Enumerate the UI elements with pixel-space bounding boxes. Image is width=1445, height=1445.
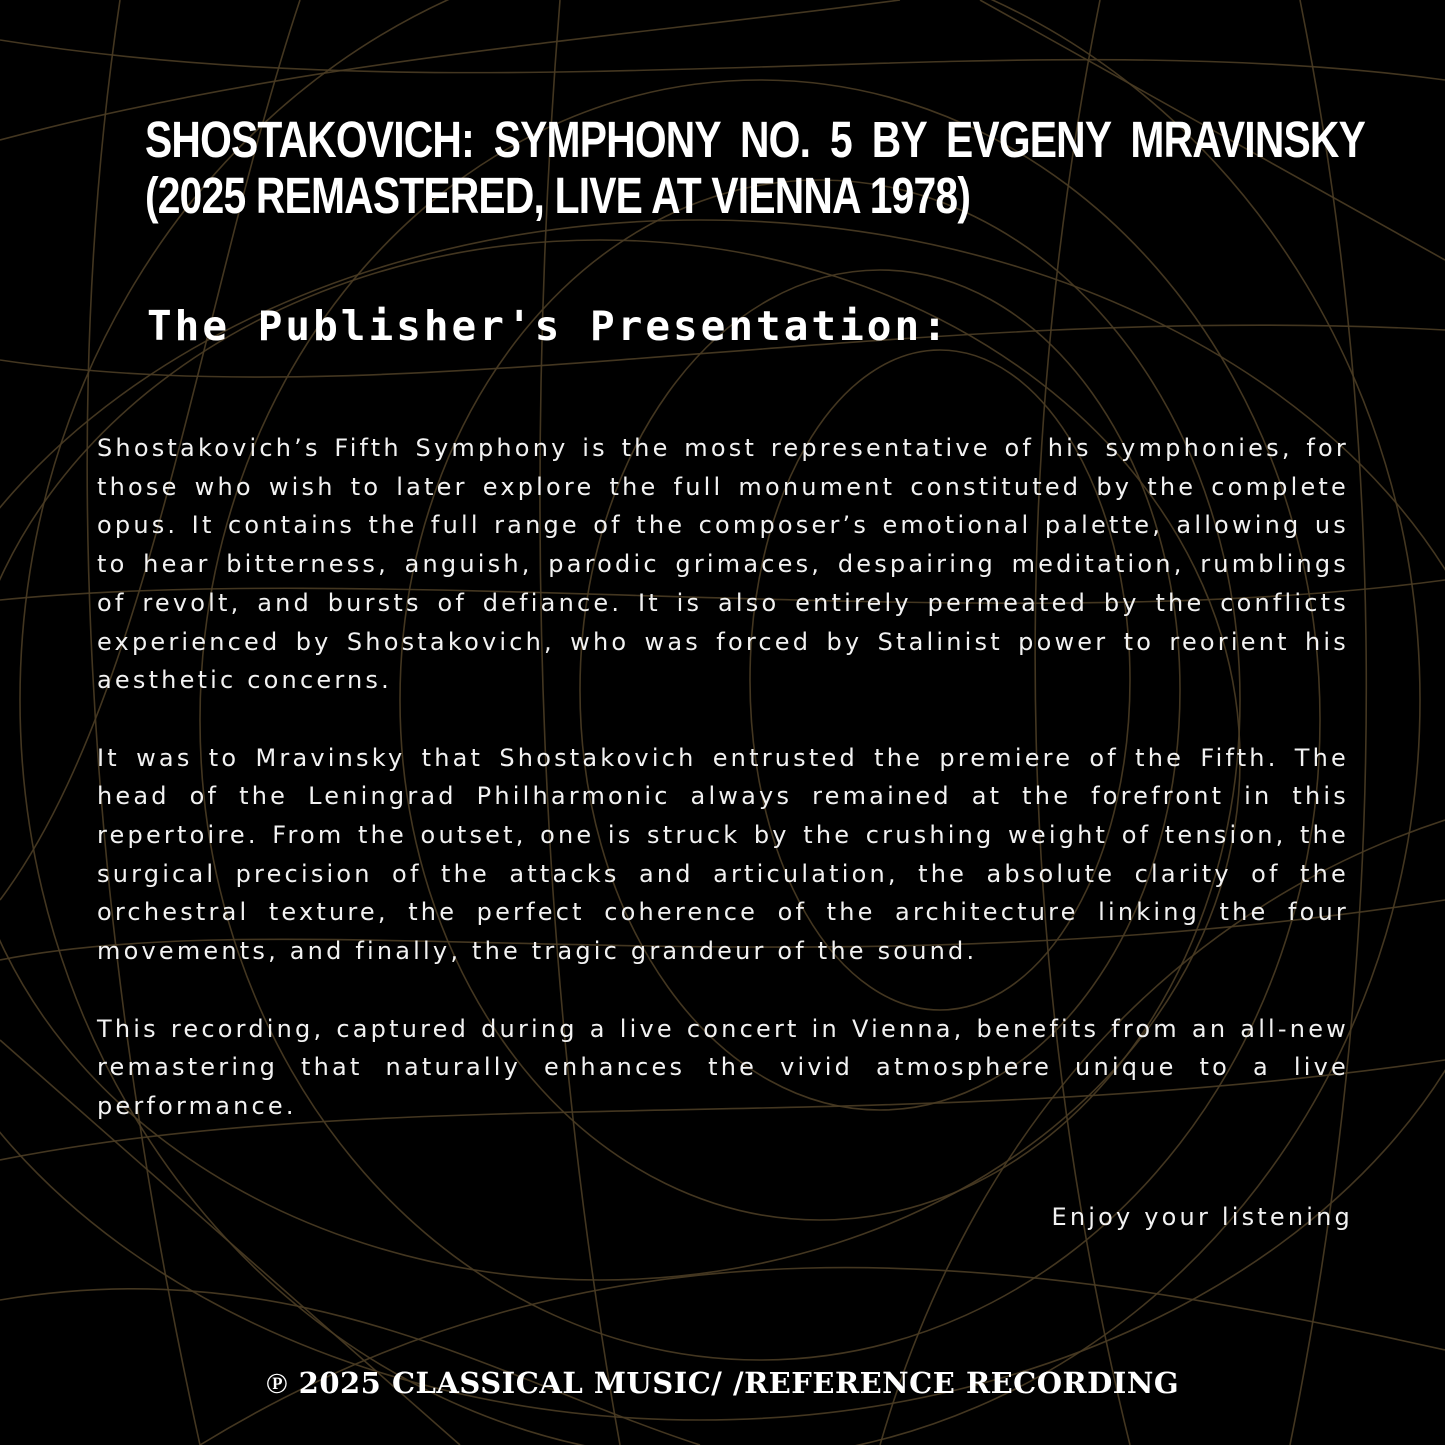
paragraph-1: Shostakovich’s Fifth Symphony is the most representative of his symphonies, for those who wish to later explore the full monument constituted by the complete opus. It contains the full range of the composer’s emotional palette, allowing us to hear bitterness, anguish, parodic grimaces, despairing meditation, rumblings of revolt, and bursts of defiance. It is also entirely permeated by the conflicts experienced by Shostakovich, who was forced by Stalinist power to reorient his aesthetic concerns. (97, 434, 1349, 695)
paragraph-2: It was to Mravinsky that Shostakovich entrusted the premiere of the Fifth. The head of the Leningrad Philharmonic always remained at the forefront in this repertoire. From the outset, one is struck by the crushing weight of tension, the surgical precision of the attacks and articulation, the absolute clarity of the orchestral texture, the perfect coherence of the architecture linking the four movements, and finally, the tragic grandeur of the sound. (97, 743, 1349, 966)
presentation-text (97, 429, 1349, 1164)
signoff-text: Enjoy your listening (1051, 1203, 1353, 1231)
paragraph-3: This recording, captured during a live concert in Vienna, benefits from an all-new remastering that naturally enhances the vivid atmosphere unique to a live performance. (97, 1014, 1349, 1120)
album-title-line-1: SHOSTAKOVICH: SYMPHONY NO. 5 BY EVGENY MRAVINSKY (145, 111, 1365, 168)
album-title-line-2: (2025 REMASTERED, LIVE AT VIENNA 1978) (145, 167, 971, 225)
copyright-footer: ℗ 2025 CLASSICAL MUSIC/ /REFERENCE RECORDING (265, 1366, 1180, 1400)
section-heading: The Publisher's Presentation: (147, 302, 950, 350)
album-title (145, 112, 1365, 224)
